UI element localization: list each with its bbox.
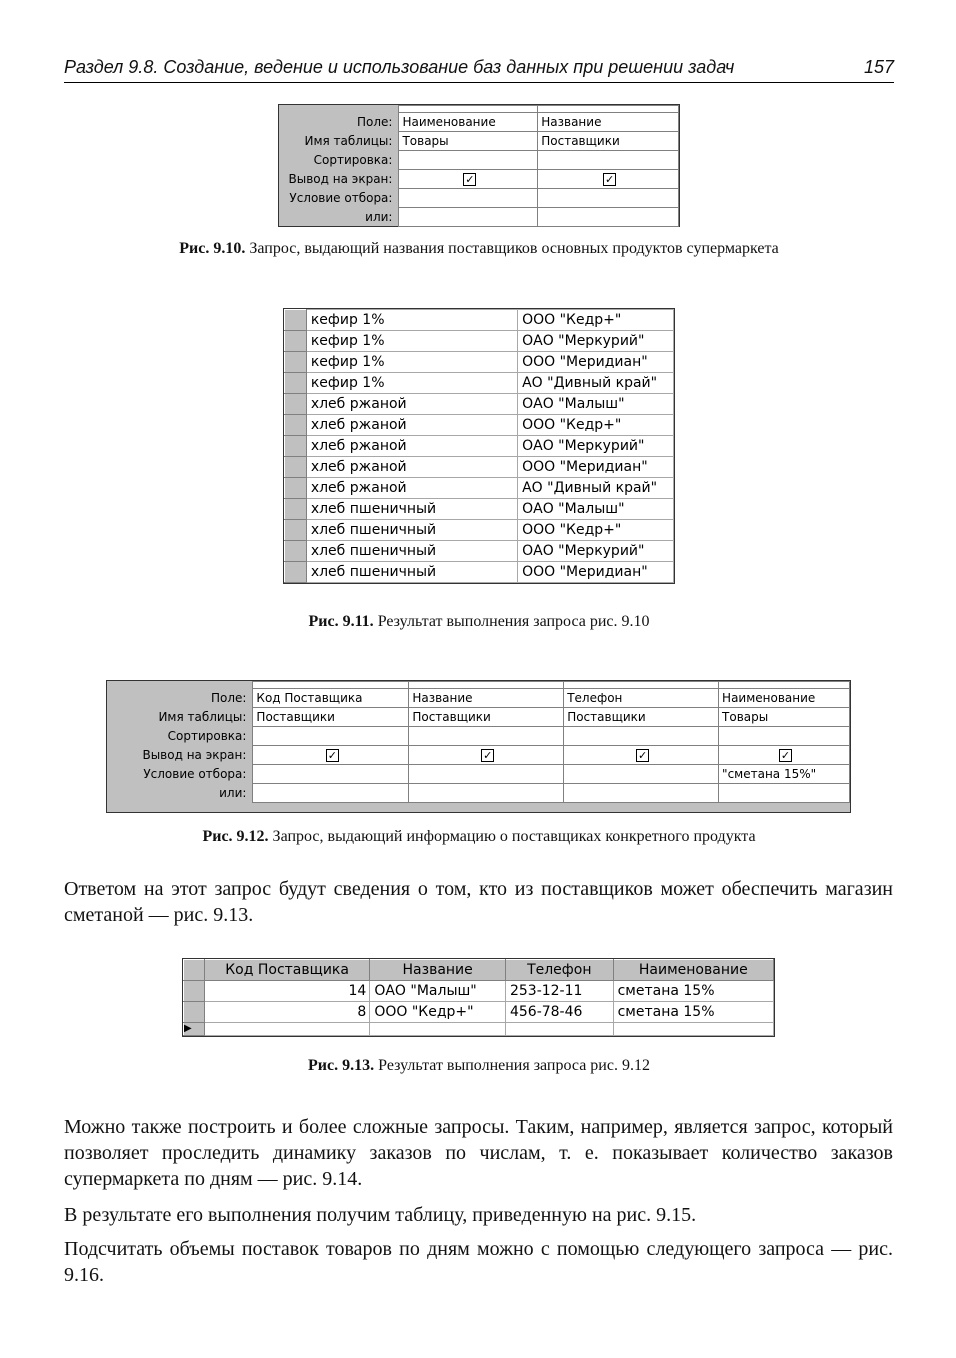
table-row xyxy=(285,478,674,499)
column-header[interactable]: Телефон xyxy=(505,960,613,981)
figure-caption-9-12 xyxy=(64,828,894,846)
supplier-name-cell[interactable]: ОАО "Меркурий" xyxy=(518,541,674,562)
product-name-cell[interactable]: хлеб пшеничный xyxy=(306,541,517,562)
column-selector[interactable] xyxy=(719,682,850,689)
caption-number: Рис. 9.12. xyxy=(202,828,269,845)
show-cell xyxy=(719,746,850,765)
or-cell[interactable] xyxy=(409,784,564,803)
field-cell[interactable]: Название xyxy=(409,689,564,708)
figure-caption-9-13 xyxy=(64,1057,894,1075)
product-name-cell[interactable]: хлеб пшеничный xyxy=(306,562,517,583)
supplier-name-cell[interactable]: ООО "Меридиан" xyxy=(518,562,674,583)
table-row xyxy=(184,1002,774,1023)
product-name-cell[interactable]: хлеб пшеничный xyxy=(306,520,517,541)
new-record-selector[interactable] xyxy=(184,1023,205,1036)
row-label: Условие отбора: xyxy=(143,767,247,781)
sort-cell[interactable] xyxy=(719,727,850,746)
column-selector[interactable] xyxy=(538,106,679,113)
grid-row xyxy=(107,746,850,765)
body-paragraph: В результате его выполнения получим таблицу, приведенную на рис. 9.15. xyxy=(64,1204,697,1226)
page-number: 157 xyxy=(863,57,894,77)
or-cell[interactable] xyxy=(253,784,409,803)
column-selector[interactable] xyxy=(399,106,538,113)
table-name-cell[interactable]: Поставщики xyxy=(409,708,564,727)
criteria-cell[interactable] xyxy=(253,765,409,784)
grid-row xyxy=(107,765,850,784)
product-name-cell[interactable]: хлеб ржаной xyxy=(306,394,517,415)
supplier-name-cell[interactable]: ОАО "Малыш" xyxy=(518,394,674,415)
grid-row xyxy=(107,708,850,727)
empty-cell[interactable] xyxy=(204,1023,369,1036)
datasheet-9-11 xyxy=(283,308,675,584)
supplier-name-cell[interactable]: ОАО "Меркурий" xyxy=(518,436,674,457)
supplier-name-cell[interactable]: АО "Дивный край" xyxy=(518,373,674,394)
table-row xyxy=(285,520,674,541)
column-selector[interactable] xyxy=(409,682,564,689)
criteria-cell[interactable]: "сметана 15%" xyxy=(719,765,850,784)
record-selector[interactable] xyxy=(285,373,307,394)
product-name-cell[interactable]: хлеб ржаной xyxy=(306,478,517,499)
column-selector[interactable] xyxy=(253,682,409,689)
record-selector[interactable] xyxy=(285,457,307,478)
table-row xyxy=(285,541,674,562)
caption-number: Рис. 9.11. xyxy=(308,613,374,630)
body-paragraph: Ответом на этот запрос будут сведения о том, кто из поставщиков может обеспечить магазин сметаной — рис. 9.13. xyxy=(64,878,893,926)
column-header[interactable]: Название xyxy=(370,960,506,981)
row-label: Вывод на экран: xyxy=(288,172,393,186)
product-name-cell[interactable]: кефир 1% xyxy=(306,331,517,352)
caption-number: Рис. 9.13. xyxy=(308,1057,375,1074)
datasheet-9-13 xyxy=(182,958,775,1037)
show-checkbox[interactable]: ✓ xyxy=(780,749,791,762)
table-row xyxy=(285,436,674,457)
table-name-cell[interactable]: Поставщики xyxy=(538,132,679,151)
record-selector[interactable] xyxy=(285,436,307,457)
criteria-cell[interactable] xyxy=(409,765,564,784)
row-label: Поле: xyxy=(356,115,393,129)
show-cell xyxy=(399,170,538,189)
field-cell[interactable]: Наименование xyxy=(719,689,850,708)
column-selector[interactable] xyxy=(564,682,719,689)
grid-row xyxy=(279,208,679,227)
new-record-row xyxy=(184,1023,774,1036)
product-name-cell[interactable]: хлеб ржаной xyxy=(306,436,517,457)
supplier-name-cell[interactable]: ОАО "Малыш" xyxy=(518,499,674,520)
show-cell xyxy=(409,746,564,765)
supplier-name-cell[interactable]: АО "Дивный край" xyxy=(518,478,674,499)
table-row xyxy=(184,981,774,1002)
supplier-name-cell[interactable]: ООО "Меридиан" xyxy=(518,457,674,478)
show-checkbox[interactable]: ✓ xyxy=(638,749,648,762)
show-checkbox[interactable]: ✓ xyxy=(327,749,337,762)
sort-cell[interactable] xyxy=(253,727,409,746)
table-row xyxy=(285,415,674,436)
or-cell[interactable] xyxy=(538,208,679,227)
grid-row xyxy=(279,113,679,132)
table-row xyxy=(285,310,674,331)
record-selector[interactable] xyxy=(285,415,307,436)
record-selector[interactable] xyxy=(184,1002,205,1023)
caption-text: Запрос, выдающий названия поставщиков основных продуктов супермаркета xyxy=(245,240,779,257)
supplier-code-cell[interactable]: 14 xyxy=(204,981,369,1002)
supplier-name-cell[interactable]: ООО "Кедр+" xyxy=(370,1002,506,1023)
running-head xyxy=(64,56,894,83)
query-design-grid-9-12 xyxy=(106,680,851,813)
show-checkbox[interactable]: ✓ xyxy=(483,749,493,762)
table-row xyxy=(285,562,674,583)
grid-row xyxy=(107,784,850,803)
row-label: Имя таблицы: xyxy=(304,134,393,148)
record-selector[interactable] xyxy=(285,520,307,541)
supplier-code-cell[interactable]: 8 xyxy=(204,1002,369,1023)
header-row xyxy=(184,960,774,981)
product-name-cell[interactable]: кефир 1% xyxy=(306,373,517,394)
row-label: Имя таблицы: xyxy=(158,710,247,724)
select-all-corner[interactable] xyxy=(184,960,205,981)
record-selector[interactable] xyxy=(184,981,205,1002)
row-label: Сортировка: xyxy=(167,729,247,743)
show-checkbox[interactable]: ✓ xyxy=(465,173,475,186)
new-record-arrow-icon: ▶ xyxy=(184,1023,192,1034)
grid-row xyxy=(279,170,679,189)
phone-cell[interactable]: 253-12-11 xyxy=(505,981,613,1002)
product-name-cell[interactable]: хлеб ржаной xyxy=(306,457,517,478)
row-label: Условие отбора: xyxy=(289,191,393,205)
record-selector[interactable] xyxy=(285,331,307,352)
show-cell xyxy=(253,746,409,765)
caption-text: Результат выполнения запроса рис. 9.10 xyxy=(373,613,650,630)
record-selector[interactable] xyxy=(285,310,307,331)
product-name-cell[interactable]: сметана 15% xyxy=(613,981,773,1002)
show-cell xyxy=(564,746,719,765)
figure-caption-9-11 xyxy=(64,613,894,631)
record-selector[interactable] xyxy=(285,499,307,520)
grid-row xyxy=(279,132,679,151)
row-label: или: xyxy=(365,210,393,224)
criteria-cell[interactable] xyxy=(564,765,719,784)
phone-cell[interactable]: 456-78-46 xyxy=(505,1002,613,1023)
record-selector[interactable] xyxy=(285,478,307,499)
record-selector[interactable] xyxy=(285,562,307,583)
product-name-cell[interactable]: хлеб ржаной xyxy=(306,415,517,436)
table-name-cell[interactable]: Поставщики xyxy=(253,708,409,727)
query-design-grid-9-10 xyxy=(278,104,680,227)
table-name-cell[interactable]: Товары xyxy=(719,708,850,727)
sort-cell[interactable] xyxy=(564,727,719,746)
column-header[interactable]: Код Поставщика xyxy=(204,960,369,981)
table-row xyxy=(285,331,674,352)
column-header[interactable]: Наименование xyxy=(613,960,773,981)
sort-cell[interactable] xyxy=(538,151,679,170)
product-name-cell[interactable]: сметана 15% xyxy=(613,1002,773,1023)
figure-caption-9-10 xyxy=(64,240,894,258)
table-row xyxy=(285,457,674,478)
field-cell[interactable]: Название xyxy=(538,113,679,132)
table-row xyxy=(285,499,674,520)
product-name-cell[interactable]: кефир 1% xyxy=(306,352,517,373)
supplier-name-cell[interactable]: ООО "Кедр+" xyxy=(518,310,674,331)
record-selector[interactable] xyxy=(285,541,307,562)
row-label: Сортировка: xyxy=(313,153,393,167)
sort-cell[interactable] xyxy=(409,727,564,746)
field-cell[interactable]: Наименование xyxy=(399,113,538,132)
sort-cell[interactable] xyxy=(399,151,538,170)
grid-row xyxy=(279,189,679,208)
criteria-cell[interactable] xyxy=(538,189,679,208)
table-name-cell[interactable]: Товары xyxy=(399,132,538,151)
row-label: или: xyxy=(219,786,247,800)
table-name-cell[interactable]: Поставщики xyxy=(564,708,719,727)
or-cell[interactable] xyxy=(564,784,719,803)
product-name-cell[interactable]: кефир 1% xyxy=(306,310,517,331)
body-paragraph: Можно также построить и более сложные запросы. Таким, например, является запрос, который позволяет проследить динамику заказов по числам, т. е. показывает количество заказов супермаркета по дням — рис. 9.14. xyxy=(64,1116,893,1190)
criteria-cell[interactable] xyxy=(399,189,538,208)
supplier-name-cell[interactable]: ООО "Кедр+" xyxy=(518,415,674,436)
supplier-name-cell[interactable]: ОАО "Меркурий" xyxy=(518,331,674,352)
row-label: Поле: xyxy=(210,691,247,705)
caption-text: Запрос, выдающий информацию о поставщиках конкретного продукта xyxy=(268,828,756,845)
grid-row xyxy=(107,689,850,708)
show-checkbox[interactable]: ✓ xyxy=(605,173,615,186)
empty-cell[interactable] xyxy=(613,1023,773,1036)
field-cell[interactable]: Телефон xyxy=(564,689,719,708)
supplier-name-cell[interactable]: ОАО "Малыш" xyxy=(370,981,506,1002)
record-selector[interactable] xyxy=(285,394,307,415)
show-cell xyxy=(538,170,679,189)
caption-number: Рис. 9.10. xyxy=(179,240,246,257)
table-row xyxy=(285,394,674,415)
row-label: Вывод на экран: xyxy=(142,748,247,762)
empty-cell[interactable] xyxy=(505,1023,613,1036)
empty-cell[interactable] xyxy=(370,1023,506,1036)
grid-row xyxy=(279,151,679,170)
field-cell[interactable]: Код Поставщика xyxy=(253,689,409,708)
table-row xyxy=(285,352,674,373)
or-cell[interactable] xyxy=(719,784,850,803)
grid-row xyxy=(107,727,850,746)
supplier-name-cell[interactable]: ООО "Меридиан" xyxy=(518,352,674,373)
product-name-cell[interactable]: хлеб пшеничный xyxy=(306,499,517,520)
supplier-name-cell[interactable]: ООО "Кедр+" xyxy=(518,520,674,541)
body-paragraph: Подсчитать объемы поставок товаров по дням можно с помощью следующего запроса — рис. 9.16. xyxy=(64,1238,893,1286)
running-title: Раздел 9.8. Создание, ведение и использование баз данных при решении задач xyxy=(64,57,735,77)
record-selector[interactable] xyxy=(285,352,307,373)
caption-text: Результат выполнения запроса рис. 9.12 xyxy=(374,1057,650,1074)
or-cell[interactable] xyxy=(399,208,538,227)
table-row xyxy=(285,373,674,394)
